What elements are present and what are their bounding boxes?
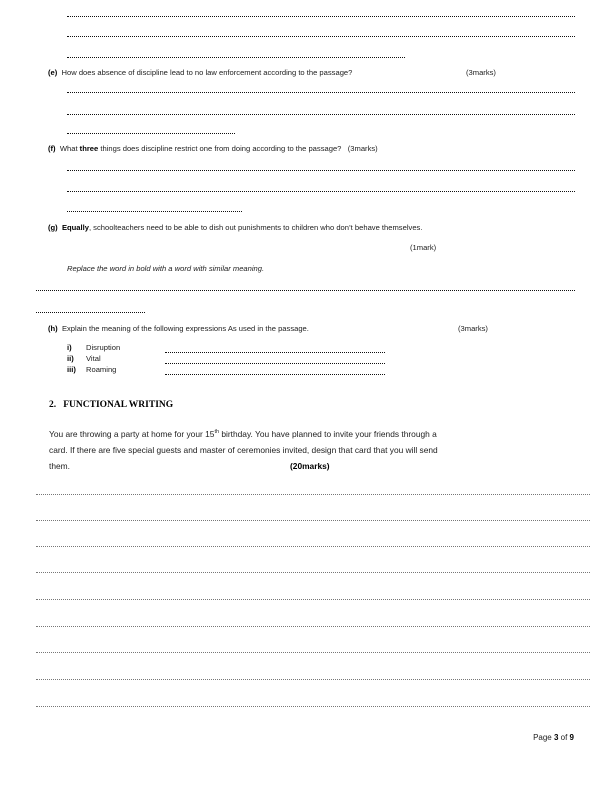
answer-line[interactable] (165, 363, 385, 364)
question-f (48, 144, 378, 153)
marks: (3marks) (466, 68, 496, 77)
answer-line[interactable] (67, 114, 575, 115)
item-number: i) (67, 343, 72, 352)
writing-line[interactable] (36, 494, 590, 495)
question-text: How does absence of discipline lead to no law enforcement according to the passage? (61, 68, 353, 77)
writing-line[interactable] (36, 572, 590, 573)
marks: (3marks) (347, 144, 378, 153)
item-number: iii) (67, 365, 76, 374)
answer-line[interactable] (165, 374, 385, 375)
writing-line[interactable] (36, 599, 590, 600)
question-label: (e) (48, 68, 58, 77)
answer-line[interactable] (67, 36, 575, 37)
total-pages: 9 (569, 733, 574, 742)
writing-line[interactable] (36, 706, 590, 707)
writing-line[interactable] (36, 626, 590, 627)
page-of: of (558, 733, 570, 742)
question-text: things does discipline restrict one from doing according to the passage? (98, 144, 342, 153)
question-h (48, 324, 309, 333)
page-number (533, 733, 574, 742)
prompt-text: them. (49, 460, 70, 471)
item-number: ii) (67, 354, 74, 363)
question-e (48, 68, 352, 77)
question-label: (g) (48, 223, 58, 232)
question-g (48, 223, 422, 232)
page-label: Page (533, 733, 554, 742)
question-text: Explain the meaning of the following expressions As used in the passage. (61, 324, 309, 333)
prompt-text: card. If there are five special guests and master of ceremonies invited, design that card that you will send (49, 444, 438, 455)
item-word: Roaming (86, 365, 117, 374)
marks: (3marks) (458, 324, 488, 333)
answer-line[interactable] (67, 92, 575, 93)
bold-word: Equally (61, 223, 89, 232)
answer-line[interactable] (36, 312, 145, 313)
marks: (1mark) (410, 243, 437, 252)
answer-line[interactable] (165, 352, 385, 353)
answer-line[interactable] (67, 133, 235, 134)
question-text: , schoolteachers need to be able to dish out punishments to children who don’t behave themselves. (88, 223, 423, 232)
writing-line[interactable] (36, 546, 590, 547)
question-label: (f) (48, 144, 56, 153)
answer-line[interactable] (36, 290, 575, 291)
prompt-text: birthday. You have planned to invite your friends through a (219, 428, 437, 439)
section-heading: 2. FUNCTIONAL WRITING (49, 400, 174, 410)
writing-line[interactable] (36, 652, 590, 653)
bold-word: three (79, 144, 99, 153)
superscript: th (214, 429, 220, 435)
question-text: What (59, 144, 80, 153)
answer-line[interactable] (67, 57, 405, 58)
marks: (20marks) (290, 460, 330, 471)
writing-line[interactable] (36, 679, 590, 680)
answer-line[interactable] (67, 16, 575, 17)
current-page: 3 (553, 733, 559, 742)
prompt-text: You are throwing a party at home for your 15 (49, 428, 215, 439)
question-label: (h) (48, 324, 58, 333)
answer-line[interactable] (67, 191, 575, 192)
item-word: Disruption (86, 343, 121, 352)
answer-line[interactable] (67, 211, 242, 212)
answer-line[interactable] (67, 170, 575, 171)
section-prompt (49, 424, 438, 474)
writing-line[interactable] (36, 520, 590, 521)
item-word: Vital (86, 354, 101, 363)
instruction: Replace the word in bold with a word with similar meaning. (67, 264, 265, 273)
